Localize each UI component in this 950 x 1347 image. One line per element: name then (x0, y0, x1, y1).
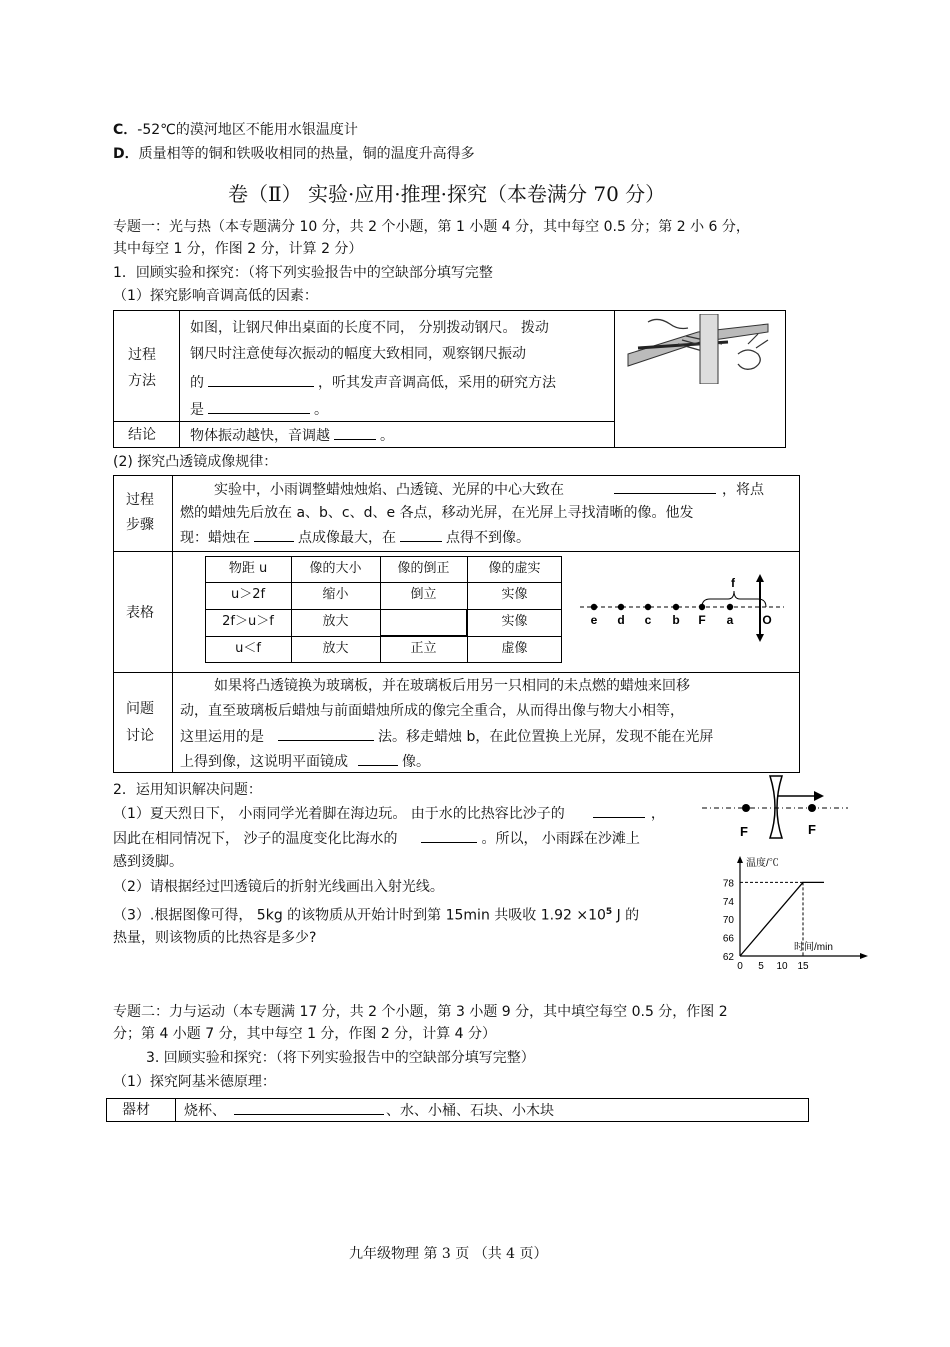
q1-sub2: (2) 探究凸透镜成像规律： (113, 454, 278, 470)
q2-1-line (113, 804, 665, 823)
pitch-line-4b: 。 (314, 402, 328, 418)
discuss-line-3 (180, 727, 713, 746)
page-footer: 九年级物理 第 3 页 （共 4 页） (349, 1246, 548, 1262)
pitch-line-3a: 的 (190, 375, 204, 391)
steps-line-1 (214, 480, 764, 499)
pitch-line-3b: ，听其发声音调高低，采用的研究方法 (318, 375, 556, 391)
discuss-line-4b: 像。 (402, 754, 430, 770)
discuss-line-1: 如果将凸透镜换为玻璃板，并在玻璃板后用另一只相同的未点燃的蜡烛来回移 (214, 678, 690, 694)
topic2-intro-2: 分；第 4 小题 7 分，其中每空 1 分，作图 2 分，计算 4 分） (113, 1026, 497, 1042)
q2-head: 2．运用知识解决问题： (113, 782, 262, 798)
blank-heat-capacity[interactable] (593, 804, 645, 818)
q2-1b: ， (650, 806, 665, 822)
topic1-intro-1: 专题一：光与热（本专题满分 10 分，共 2 个小题，第 1 小题 4 分，其中每空 0.5 分；第 2 小 6 分， (113, 219, 750, 235)
inner-table-cell: 正立 (410, 641, 437, 656)
pitch-line-2: 钢尺时注意使每次振动的幅度大致相同，观察钢尺振动 (190, 346, 526, 362)
label-equipment: 器材 (122, 1102, 150, 1118)
q2-3a: （3）.根据图像可得， 5kg 的该物质从开始计时到第 15min 共吸收 1.92 ×10 (113, 907, 606, 924)
axis-point-c (645, 604, 651, 610)
steps-line-3b: 点成像最大，在 (298, 530, 396, 546)
label-question: 问题 (126, 701, 154, 717)
graph-xlabel: 时间/min (794, 942, 833, 953)
inner-table-cell: 实像 (501, 587, 528, 602)
label-conclusion: 结论 (128, 427, 156, 443)
inner-table-cell: u＞2f (230, 587, 266, 602)
pitch-line-1: 如图，让钢尺伸出桌面的长度不同， 分别拨动钢尺。 拨动 (190, 320, 549, 336)
graph-ylabel: 温度/℃ (746, 858, 779, 869)
blank-research-method[interactable] (278, 727, 374, 741)
focal-point-right (808, 804, 816, 812)
inner-table-cell: 缩小 (322, 587, 349, 602)
q2-3b: J 的 (612, 907, 640, 924)
blank-vibration[interactable] (208, 373, 314, 387)
conclusion-b: 。 (380, 428, 394, 444)
axis-label-b: b (672, 613, 680, 627)
q3-head: 3. 回顾实验和探究：（将下列实验报告中的空缺部分填写完整） (146, 1050, 535, 1066)
option-c (113, 121, 358, 139)
blank-orientation-cell[interactable] (380, 609, 467, 636)
axis-point-d (618, 604, 624, 610)
blank-same-height[interactable] (614, 480, 716, 494)
graph-ytick: 78 (722, 878, 734, 890)
concave-lens-diagram (700, 772, 850, 840)
blank-method[interactable] (208, 400, 310, 414)
q1-head: 1．回顾实验和探究：（将下列实验报告中的空缺部分填写完整 (113, 265, 493, 281)
discuss-line-2: 动，直至玻璃板后蜡烛与前面蜡烛所成的像完全重合，从而得出像与物大小相等， (180, 703, 684, 719)
discuss-line-4 (180, 752, 430, 771)
axis-point-e (591, 604, 597, 610)
blank-temp-change[interactable] (421, 829, 477, 843)
lens-axis-diagram (578, 574, 788, 654)
axis-point-b (673, 604, 679, 610)
axis-f-label: f (731, 576, 735, 590)
steps-line-3a: 现：蜡烛在 (180, 530, 250, 546)
conclusion-a: 物体振动越快，音调越 (190, 428, 330, 444)
q2-1c: 因此在相同情况下， 沙子的温度变化比海水的 (113, 831, 398, 847)
graph-xtick: 5 (758, 961, 764, 972)
blank-virtual-image[interactable] (358, 752, 398, 766)
label-process: 过程 (128, 347, 156, 363)
temperature-time-graph (708, 856, 868, 974)
pitch-line-4a: 是 (190, 402, 204, 418)
blank-pitch[interactable] (334, 426, 376, 440)
steps-line-3 (180, 528, 530, 547)
inner-table-cell: 倒立 (410, 587, 437, 602)
inner-table-cell: 放大 (322, 641, 349, 656)
discuss-line-3b: 法。移走蜡烛 b，在此位置换上光屏，发现不能在光屏 (378, 729, 714, 745)
q2-1-line-2 (113, 829, 640, 848)
axis-point-a (727, 604, 733, 610)
q3-sub1: （1）探究阿基米德原理： (113, 1074, 276, 1090)
discuss-line-3a: 这里运用的是 (180, 729, 264, 745)
graph-ytick: 70 (722, 915, 734, 927)
focal-label-right: F (808, 822, 816, 837)
graph-ytick: 74 (722, 896, 734, 908)
inner-table-header-cell: 像的大小 (309, 561, 362, 576)
label-method: 方法 (128, 373, 156, 389)
steps-line-1b: ，将点 (722, 482, 764, 498)
discuss-line-4a: 上得到像，这说明平面镜成 (180, 754, 348, 770)
graph-xtick: 15 (797, 961, 809, 972)
option-d-label: D． (113, 146, 139, 162)
inner-table-cell: 2f＞u＞f (222, 614, 274, 629)
section-title: 卷（Ⅱ） 实验·应用·推理·探究（本卷满分 70 分） (228, 182, 666, 206)
inner-table-cell: 放大 (322, 614, 349, 629)
equipment-a: 烧杯、 (184, 1103, 226, 1119)
steps-line-2: 燃的蜡烛先后放在 a、b、c、d、e 各点，移动光屏，在光屏上寻找清晰的像。他发 (180, 505, 694, 521)
blank-equipment[interactable] (234, 1101, 384, 1115)
q1-sub1: （1）探究影响音调高低的因素： (113, 288, 318, 304)
equipment-line (184, 1101, 554, 1120)
blank-no-image-point[interactable] (400, 528, 442, 542)
axis-label-a: a (726, 613, 734, 627)
q2-1a: （1）夏天烈日下， 小雨同学光着脚在海边玩。 由于水的比热容比沙子的 (113, 806, 565, 822)
inner-table-header-cell: 像的倒正 (397, 561, 450, 576)
inner-table-cell: u＜f (235, 641, 261, 656)
axis-label-d: d (617, 613, 625, 627)
q2-3-line (113, 903, 639, 925)
conclusion-line (190, 426, 394, 445)
blank-max-point[interactable] (254, 528, 294, 542)
inner-table-header-cell: 物距 u (228, 561, 268, 576)
option-d-text: 质量相等的铜和铁吸收相同的热量，铜的温度升高得多 (138, 146, 475, 162)
axis-point-F (699, 604, 705, 610)
graph-xtick: 0 (737, 961, 743, 972)
graph-ytick: 62 (722, 952, 734, 963)
graph-ytick: 66 (722, 933, 734, 945)
axis-label-e: e (590, 613, 598, 627)
label-steps: 过程 (126, 492, 154, 508)
label-table: 表格 (126, 605, 154, 621)
q2-2: （2）请根据经过凹透镜后的折射光线画出入射光线。 (113, 879, 444, 895)
pitch-line-3 (190, 373, 556, 392)
q2-1d: 。所以， 小雨踩在沙滩上 (481, 831, 640, 847)
inner-table-header-cell: 像的虚实 (488, 561, 541, 576)
option-c-text: -52℃的漠河地区不能用水银温度计 (137, 122, 358, 138)
option-d (113, 145, 475, 163)
equipment-b: 、水、小桶、石块、小木块 (386, 1103, 554, 1119)
option-c-label: C． (113, 122, 138, 138)
q2-3-exponent: 5 (605, 907, 613, 917)
focal-point-left (742, 804, 750, 812)
axis-label-O: O (762, 613, 772, 627)
topic2-intro-1: 专题二：力与运动（本专题满 17 分，共 2 个小题，第 3 小题 9 分，其中填空每空 0.5 分，作图 2 (113, 1004, 728, 1020)
inner-table-cell: 实像 (501, 614, 528, 629)
axis-label-F: F (698, 613, 706, 627)
label-discussion: 讨论 (126, 728, 154, 744)
focal-label-left: F (740, 824, 748, 839)
q2-1e: 感到烫脚。 (113, 854, 183, 870)
topic1-intro-2: 其中每空 1 分，作图 2 分，计算 2 分） (113, 241, 363, 257)
pitch-line-4 (190, 400, 328, 419)
steps-line-1a: 实验中，小雨调整蜡烛烛焰、凸透镜、光屏的中心大致在 (214, 482, 564, 498)
ruler-pluck-illustration (618, 314, 780, 384)
label-steps-2: 步骤 (126, 517, 154, 533)
inner-table-cell: 虚像 (501, 641, 528, 656)
axis-label-c: c (644, 613, 652, 627)
steps-line-3c: 点得不到像。 (446, 530, 530, 546)
q2-3c: 热量，则该物质的比热容是多少? (113, 930, 317, 946)
graph-xtick: 10 (776, 961, 788, 972)
